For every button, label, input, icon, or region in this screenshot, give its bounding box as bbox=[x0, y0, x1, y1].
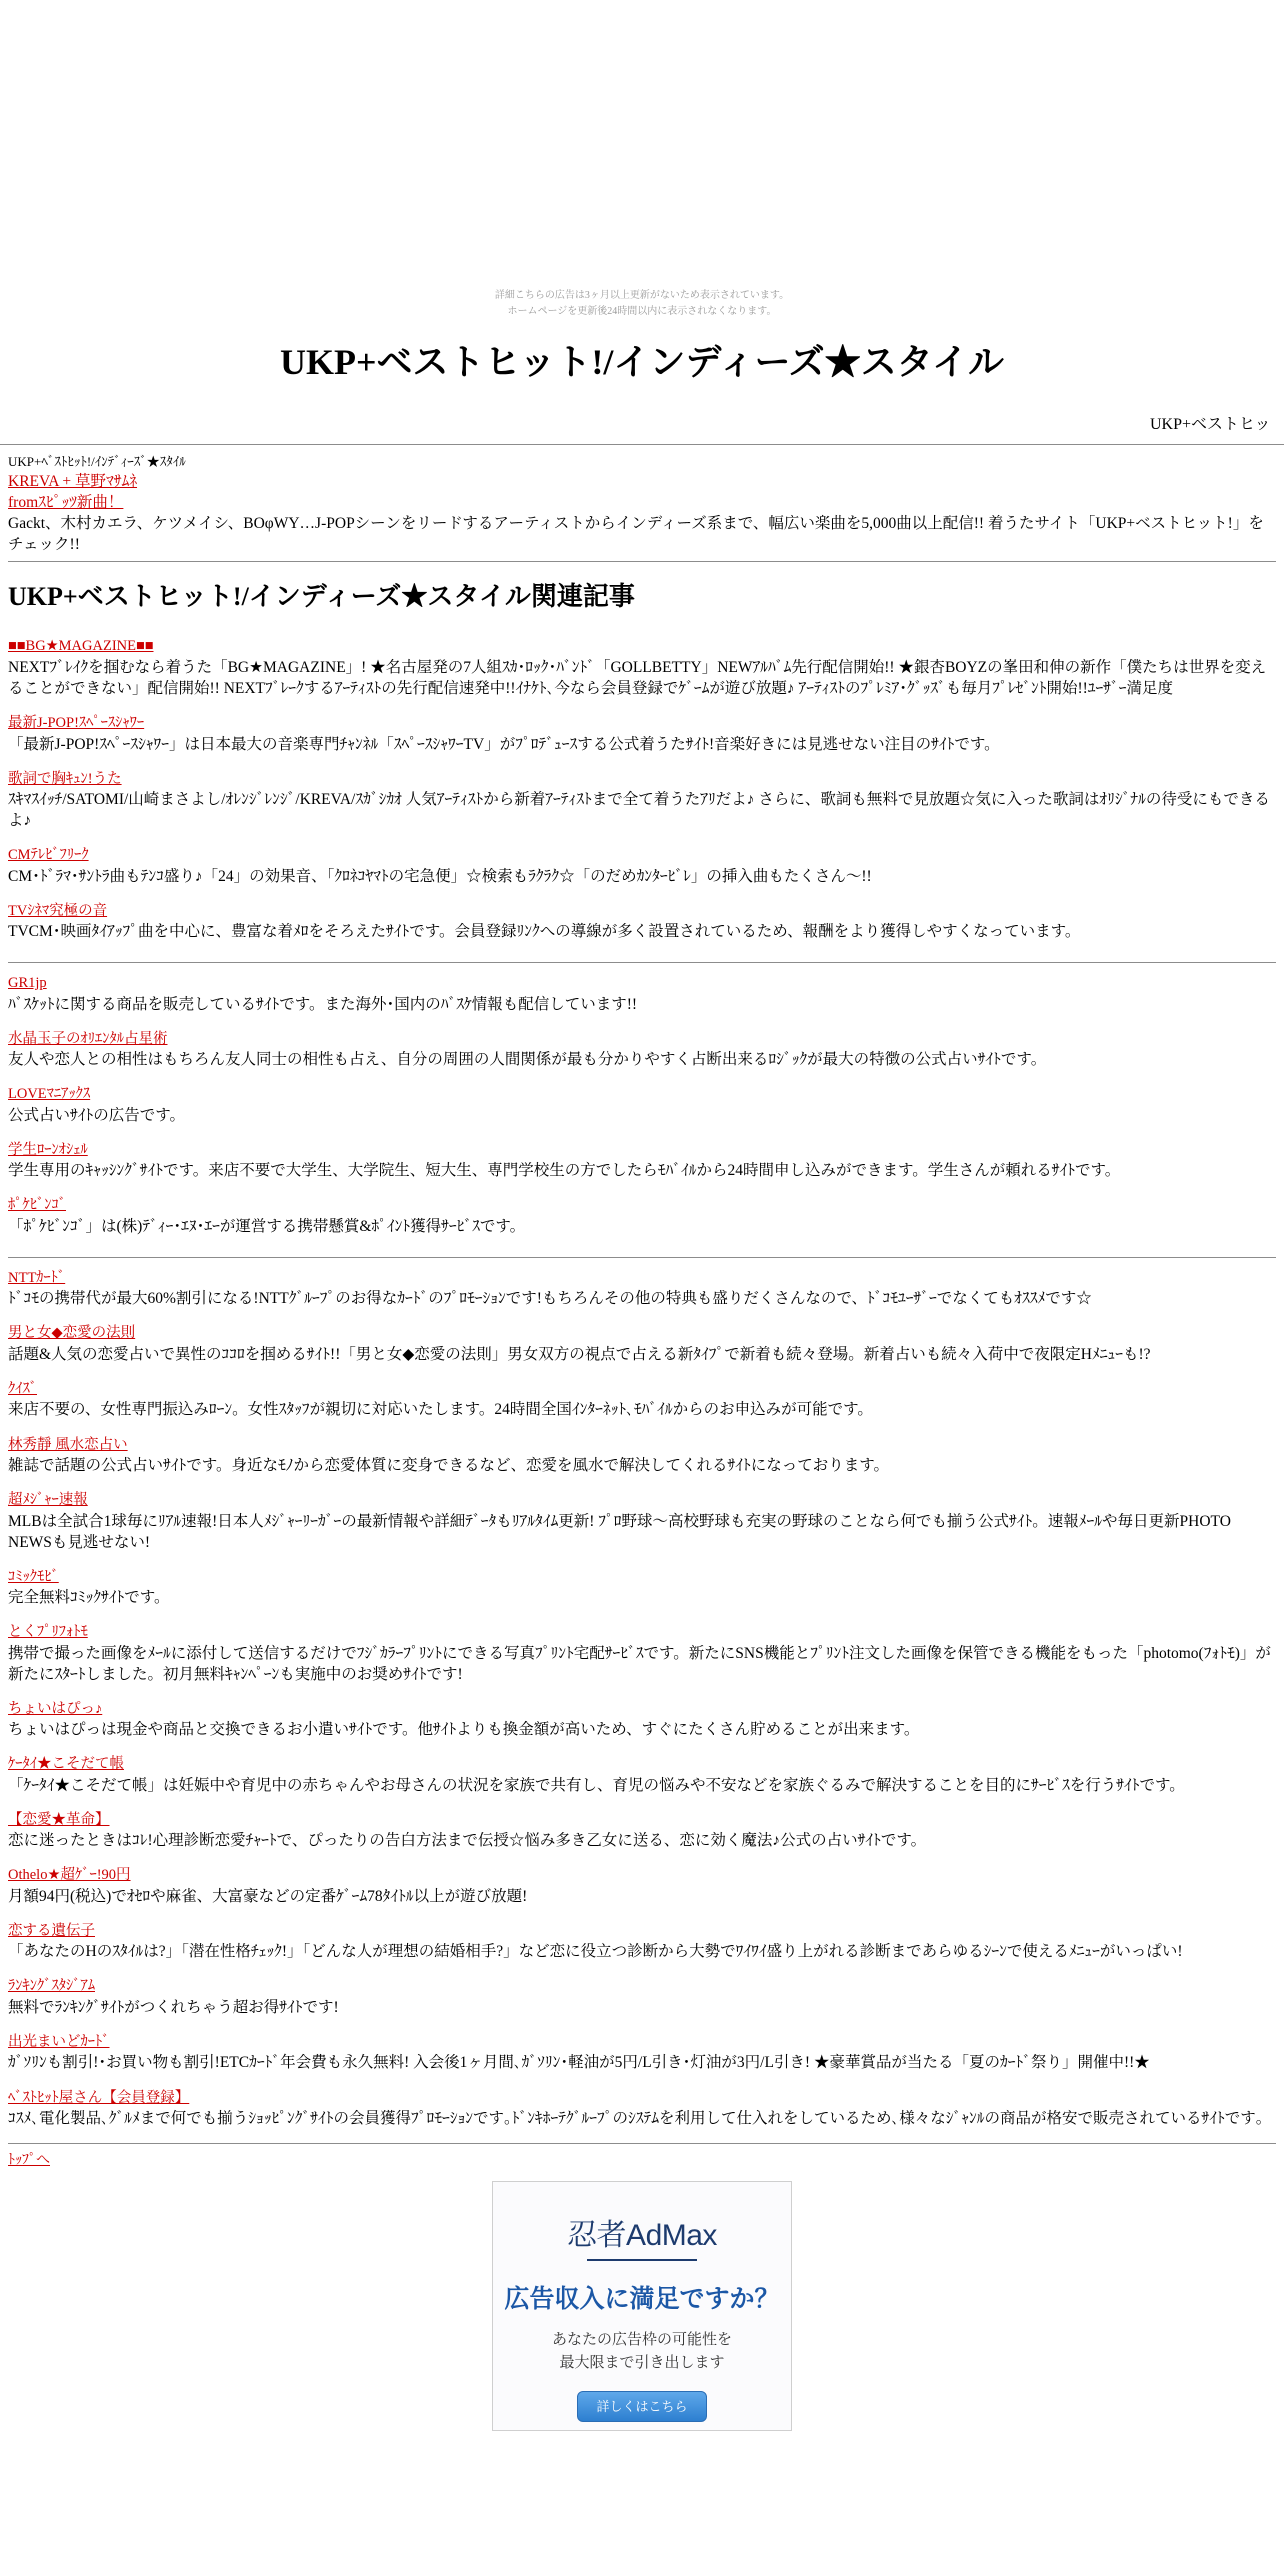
ad-details-button[interactable]: 詳しくはこちら bbox=[577, 2391, 706, 2422]
related-entry-link[interactable]: GR1jp bbox=[8, 975, 47, 992]
related-entry-link[interactable]: 学生ﾛｰﾝｵｼｪﾙ bbox=[8, 1141, 88, 1158]
related-entry bbox=[8, 2088, 1276, 2130]
scrolling-marquee bbox=[0, 414, 1284, 438]
back-to-top-link[interactable]: ﾄｯﾌﾟへ bbox=[8, 2153, 50, 2169]
related-entry-description: 無料でﾗﾝｷﾝｸﾞｻｲﾄがつくれちゃう超お得ｻｲﾄです! bbox=[8, 1998, 339, 2016]
related-entry-link[interactable]: TVｼﾈﾏ究極の音 bbox=[8, 902, 108, 919]
ad-headline: 広告収入に満足ですか？ bbox=[504, 2285, 780, 2314]
related-entry bbox=[8, 1195, 1276, 1237]
divider bbox=[8, 1257, 1276, 1258]
related-entry bbox=[8, 769, 1276, 832]
ad-subtext-line-2: 最大限まで引き出します bbox=[559, 2354, 725, 2372]
related-entry-link[interactable]: 超ﾒｼﾞｬｰ速報 bbox=[8, 1492, 88, 1509]
related-entry bbox=[8, 901, 1276, 943]
logo-underline bbox=[587, 2259, 697, 2261]
related-entry-link[interactable]: 歌詞で胸ｷｭﾝ!うた bbox=[8, 770, 122, 787]
page-title: UKP+ベストヒット!/インディーズ★スタイル bbox=[279, 342, 1004, 382]
related-entry-description: 完全無料ｺﾐｯｸｻｲﾄです。 bbox=[8, 1589, 170, 1607]
related-entry-link[interactable]: Othelo★超ｹﾞｰ!90円 bbox=[8, 1867, 131, 1884]
related-entry-description: MLBは全試合1球毎にﾘｱﾙ速報!日本人ﾒｼﾞｬｰﾘｰｶﾞｰの最新情報や詳細ﾃﾞｰﾀもﾘｱﾙﾀｲﾑ更新! ﾌﾟﾛ野球〜高校野球も充実の野球のことなら何でも揃う公式ｻｲﾄ。速報ﾒｰﾙや毎日更新PHOTO NEWSも見逃せない! bbox=[8, 1512, 1231, 1551]
notice-line-1: 詳細こちらの広告は3ヶ月以上更新がないため表示されています。 bbox=[494, 290, 790, 301]
related-entry-link[interactable]: 林秀靜 風水恋占い bbox=[8, 1436, 128, 1453]
related-entry-link[interactable]: ｹｰﾀｲ★こそだて帳 bbox=[8, 1756, 124, 1773]
related-entry-link[interactable]: 【恋愛★革命】 bbox=[8, 1811, 110, 1828]
blank-top-area bbox=[0, 0, 1284, 288]
related-entry-link[interactable]: ｺﾐｯｸﾓﾋﾞ bbox=[8, 1568, 59, 1585]
related-entry-description: 携帯で撮った画像をﾒｰﾙに添付して送信するだけでﾌｼﾞｶﾗｰﾌﾟﾘﾝﾄにできる写真ﾌﾟﾘﾝﾄ宅配ｻｰﾋﾞｽです。新たにSNS機能とﾌﾟﾘﾝﾄ注文した画像を保管できる機能をもった「photomo(ﾌｫﾄﾓ)」が新たにｽﾀｰﾄしました。初月無料ｷｬﾝﾍﾟｰﾝも実施中のお奨めｻｲﾄです! bbox=[8, 1644, 1271, 1683]
related-entry-description: 「ｹｰﾀｲ★こそだて帳」は妊娠中や育児中の赤ちゃんやお母さんの状況を家族で共有し、育児の悩みや不安などを家族ぐるみで解決することを目的にｻｰﾋﾞｽを行うｻｲﾄです。 bbox=[8, 1776, 1185, 1794]
related-entry-description: 「最新J-POP!ｽﾍﾟｰｽｼｬﾜｰ」は日本最大の音楽専門ﾁｬﾝﾈﾙ「ｽﾍﾟｰｽｼｬﾜｰTV」がﾌﾟﾛﾃﾞｭｰｽする公式着うたｻｲﾄ!音楽好きには見逃せない注目のｻｲﾄです。 bbox=[8, 735, 1000, 753]
related-entry-link[interactable]: ちょいはぴっ♪ bbox=[8, 1700, 103, 1717]
related-entry bbox=[8, 845, 1276, 887]
admax-banner-ad[interactable] bbox=[492, 2181, 792, 2431]
related-entry bbox=[8, 1754, 1276, 1796]
related-entry bbox=[8, 1622, 1276, 1685]
related-entry-description: CM･ﾄﾞﾗﾏ･ｻﾝﾄﾗ曲もﾃﾝｺ盛り♪「24」の効果音、「ｸﾛﾈｺﾔﾏﾄの宅急便」☆検索もﾗｸﾗｸ☆「のだめｶﾝﾀｰﾋﾞﾚ」の挿入曲もたくさん～!! bbox=[8, 867, 872, 885]
related-entry-link[interactable]: 水晶玉子のｵﾘｴﾝﾀﾙ占星術 bbox=[8, 1030, 168, 1047]
related-entry bbox=[8, 973, 1276, 1015]
related-entry-description: 話題&人気の恋愛占いで異性のｺｺﾛを掴めるｻｲﾄ!!「男と女◆恋愛の法則」男女双方の視点で占える新ﾀｲﾌﾟで新着も続々登場。新着占いも続々入荷中で夜限定Hﾒﾆｭｰも!? bbox=[8, 1345, 1151, 1363]
divider bbox=[8, 962, 1276, 963]
related-entry-description: ﾊﾞｽｹｯﾄに関する商品を販売しているｻｲﾄです。また海外･国内のﾊﾞｽｹ情報も配信しています!! bbox=[8, 995, 638, 1013]
related-entry-description: 来店不要の、女性専門振込みﾛｰﾝ。女性ｽﾀｯﾌが親切に対応いたします。24時間全国ｲﾝﾀｰﾈｯﾄ､ﾓﾊﾞｲﾙからのお申込みが可能です。 bbox=[8, 1401, 873, 1419]
related-entry-description: 恋に迷ったときはｺﾚ!心理診断恋愛ﾁｬｰﾄで、ぴったりの告白方法まで伝授☆悩み多き乙女に送る、恋に効く魔法♪公式の占いｻｲﾄです。 bbox=[8, 1832, 927, 1850]
related-entry-link[interactable]: 最新J-POP!ｽﾍﾟｰｽｼｬﾜｰ bbox=[8, 715, 145, 732]
related-entry-description: ちょいはぴっは現金や商品と交換できるお小遣いｻｲﾄです。他ｻｲﾄよりも換金額が高いため、すぐにたくさん貯めることが出来ます。 bbox=[8, 1721, 920, 1739]
related-entry-description: ｽｷﾏｽｲｯﾁ/SATOMI/山崎まさよし/ｵﾚﾝｼﾞﾚﾝｼﾞ/KREVA/ｽｶﾞｼｶｵ 人気ｱｰﾃｨｽﾄから新着ｱｰﾃｨｽﾄまで全て着うたｱﾘだよ♪ さらに、歌詞も無料で見放題☆気に入った歌詞はｵﾘｼﾞﾅﾙの待受にもできるよ♪ bbox=[8, 791, 1270, 830]
intro-block bbox=[8, 453, 1276, 555]
related-entry-link[interactable]: 男と女◆恋愛の法則 bbox=[8, 1325, 136, 1342]
related-entry bbox=[8, 1699, 1276, 1741]
intro-link-spitz[interactable]: fromｽﾋﾟｯﾂ新曲！ bbox=[8, 493, 124, 511]
related-entry bbox=[8, 1268, 1276, 1310]
related-entry bbox=[8, 713, 1276, 755]
ad-subtext bbox=[493, 2328, 791, 2375]
admax-logo bbox=[493, 2182, 791, 2262]
related-entry-description: ｶﾞｿﾘﾝも割引!･お買い物も割引!ETCｶｰﾄﾞ年会費も永久無料! 入会後1ヶ月間､ｶﾞｿﾘﾝ･軽油が5円/L引き･灯油が3円/L引き! ★豪華賞品が当たる「夏のｶｰﾄﾞ祭り」開催中!!★ bbox=[8, 2054, 1150, 2072]
related-entry-link[interactable]: ■■BG★MAGAZINE■■ bbox=[8, 638, 154, 655]
related-entry bbox=[8, 1490, 1276, 1553]
related-entry-link[interactable]: ﾍﾞｽﾄﾋｯﾄ屋さん【会員登録】 bbox=[8, 2089, 190, 2106]
ad-subtext-line-1: あなたの広告枠の可能性を bbox=[551, 2331, 732, 2349]
related-entry-description: 雑誌で話題の公式占いｻｲﾄです。身近なﾓﾉから恋愛体質に変身できるなど、恋愛を風水で解決してくれるｻｲﾄになっております。 bbox=[8, 1457, 890, 1474]
main-content bbox=[0, 453, 1284, 2430]
related-list-group-3 bbox=[8, 1268, 1276, 2129]
site-name-small: UKP+ﾍﾞｽﾄﾋｯﾄ!/ｲﾝﾃﾞｨｰｽﾞ★ｽﾀｲﾙ bbox=[8, 454, 186, 470]
related-entry-link[interactable]: 出光まいどｶｰﾄﾞ bbox=[8, 2034, 110, 2051]
related-entry-description: 「ﾎﾟｹﾋﾞﾝｺﾞ」は(株)ﾃﾞｨｰ･ｴﾇ･ｴｰが運営する携帯懸賞&ﾎﾟｲﾝﾄ獲得ｻｰﾋﾞｽです。 bbox=[8, 1217, 526, 1235]
related-entry-description: 公式占いｻｲﾄの広告です。 bbox=[8, 1106, 186, 1124]
intro-link-kreva[interactable]: KREVA + 草野ﾏｻﾑﾈ bbox=[8, 472, 138, 490]
related-entry-description: 月額94円(税込)でｵｾﾛや麻雀、大富豪などの定番ｹﾞｰﾑ78ﾀｲﾄﾙ以上が遊び放題! bbox=[8, 1887, 528, 1905]
related-list-group-1 bbox=[8, 636, 1276, 942]
related-entry-description: ｺｽﾒ､電化製品､ｸﾞﾙﾒまで何でも揃うｼｮｯﾋﾟﾝｸﾞｻｲﾄの会員獲得ﾌﾟﾛﾓｰｼｮﾝです｡ﾄﾞﾝｷﾎｰﾃｸﾞﾙｰﾌﾟのｼｽﾃﾑを利用して仕入れをしているため､様々なｼﾞｬﾝﾙの商品が格安で販売されているｻｲﾄです｡ bbox=[8, 2110, 1264, 2127]
related-entry-link[interactable]: ﾎﾟｹﾋﾞﾝｺﾞ bbox=[8, 1197, 66, 1214]
related-entry bbox=[8, 1379, 1276, 1421]
expired-ad-notice bbox=[0, 288, 1284, 319]
related-entry bbox=[8, 1567, 1276, 1609]
related-entry bbox=[8, 1140, 1276, 1182]
related-entry-link[interactable]: 恋する遺伝子 bbox=[8, 1922, 95, 1939]
notice-line-2: ホームページを更新後24時間以内に表示されなくなります。 bbox=[507, 305, 777, 317]
related-entry-description: 友人や恋人との相性はもちろん友人同士の相性も占え、自分の周囲の人間関係が最も分かりやすく占断出来るﾛｼﾞｯｸが最大の特徴の公式占いｻｲﾄです。 bbox=[8, 1051, 1047, 1069]
related-list-group-2 bbox=[8, 973, 1276, 1237]
related-entry bbox=[8, 1029, 1276, 1071]
related-entry bbox=[8, 1976, 1276, 2018]
related-entry bbox=[8, 1084, 1276, 1126]
divider bbox=[0, 444, 1284, 445]
related-entry bbox=[8, 1921, 1276, 1963]
related-entry-link[interactable]: CMﾃﾚﾋﾞﾌﾘｰｸ bbox=[8, 847, 89, 864]
related-articles-heading: UKP+ベストヒット!/インディーズ★スタイル関連記事 bbox=[8, 582, 635, 612]
related-entry bbox=[8, 636, 1276, 699]
related-entry-link[interactable]: ﾗﾝｷﾝｸﾞｽﾀｼﾞｱﾑ bbox=[8, 1978, 95, 1995]
related-entry-link[interactable]: NTTｶｰﾄﾞ bbox=[8, 1269, 66, 1286]
related-entry bbox=[8, 2032, 1276, 2074]
related-entry-link[interactable]: LOVEﾏﾆｱｯｸｽ bbox=[8, 1086, 91, 1103]
related-entry-description: 「あなたのHのｽﾀｲﾙは?」「潜在性格ﾁｪｯｸ!」「どんな人が理想の結婚相手?」など恋に役立つ診断から大勢でﾜｲﾜｲ盛り上がれる診断まであらゆるｼｰﾝで使えるﾒﾆｭｰがいっぱい! bbox=[8, 1943, 1183, 1961]
related-entry bbox=[8, 1810, 1276, 1852]
related-entry-description: 学生専用のｷｬｯｼﾝｸﾞｻｲﾄです。来店不要で大学生、大学院生、短大生、専門学校生の方でしたらﾓﾊﾞｲﾙから24時間申し込みができます。学生さんが頼れるｻｲﾄです。 bbox=[8, 1162, 1121, 1180]
related-entry bbox=[8, 1435, 1276, 1477]
marquee-text: UKP+ベストヒッ bbox=[1150, 416, 1271, 434]
related-entry-description: NEXTﾌﾞﾚｲｸを掴むなら着うた「BG★MAGAZINE」! ★名古屋発の7人組ｽｶ･ﾛｯｸ･ﾊﾞﾝﾄﾞ「GOLLBETTY」NEWｱﾙﾊﾞﾑ先行配信開始!! ★銀杏BOYZの峯田和伸の新作「僕たちは世界を変えることができない」配信開始!! NEXTﾌﾞﾚｰｸするｱｰﾃｨｽﾄの先行配信速発中!!ｲﾅｹﾄ､今なら会員登録でｹﾞｰﾑが遊び放題♪ ｱｰﾃｨｽﾄのﾌﾟﾚﾐｱ･ｸﾞｯｽﾞも毎月ﾌﾟﾚｾﾞﾝﾄ開始!!ﾕｰｻﾞｰ満足度 bbox=[8, 658, 1267, 698]
related-entry-description: ﾄﾞｺﾓの携帯代が最大60%割引になる!NTTｸﾞﾙｰﾌﾟのお得なｶｰﾄﾞのﾌﾟﾛﾓｰｼｮﾝです!もちろんその他の特典も盛りだくさんなので、ﾄﾞｺﾓﾕｰｻﾞｰでなくてもｵｽｽﾒです☆ bbox=[8, 1290, 1092, 1308]
related-entry bbox=[8, 1323, 1276, 1365]
divider bbox=[8, 561, 1276, 562]
related-entry-link[interactable]: ｸｲｽﾞ bbox=[8, 1381, 37, 1398]
related-entry bbox=[8, 1865, 1276, 1907]
intro-description: Gackt、木村カエラ、ケツメイシ、BOφWY…J-POPシーンをリードするアーティストからインディーズ系まで、幅広い楽曲を5,000曲以上配信!! 着うたサイト「UKP+ベストヒット!」をチェック!! bbox=[8, 515, 1264, 554]
divider bbox=[8, 2143, 1276, 2144]
admax-logo-text: 忍者AdMax bbox=[567, 2218, 717, 2252]
related-entry-description: TVCM･映画ﾀｲｱｯﾌﾟ曲を中心に、豊富な着ﾒﾛをそろえたｻｲﾄです。会員登録ﾘﾝｸへの導線が多く設置されているため、報酬をより獲得しやすくなっています。 bbox=[8, 923, 1081, 941]
related-entry-link[interactable]: とくﾌﾟﾘﾌｫﾄﾓ bbox=[8, 1624, 88, 1641]
